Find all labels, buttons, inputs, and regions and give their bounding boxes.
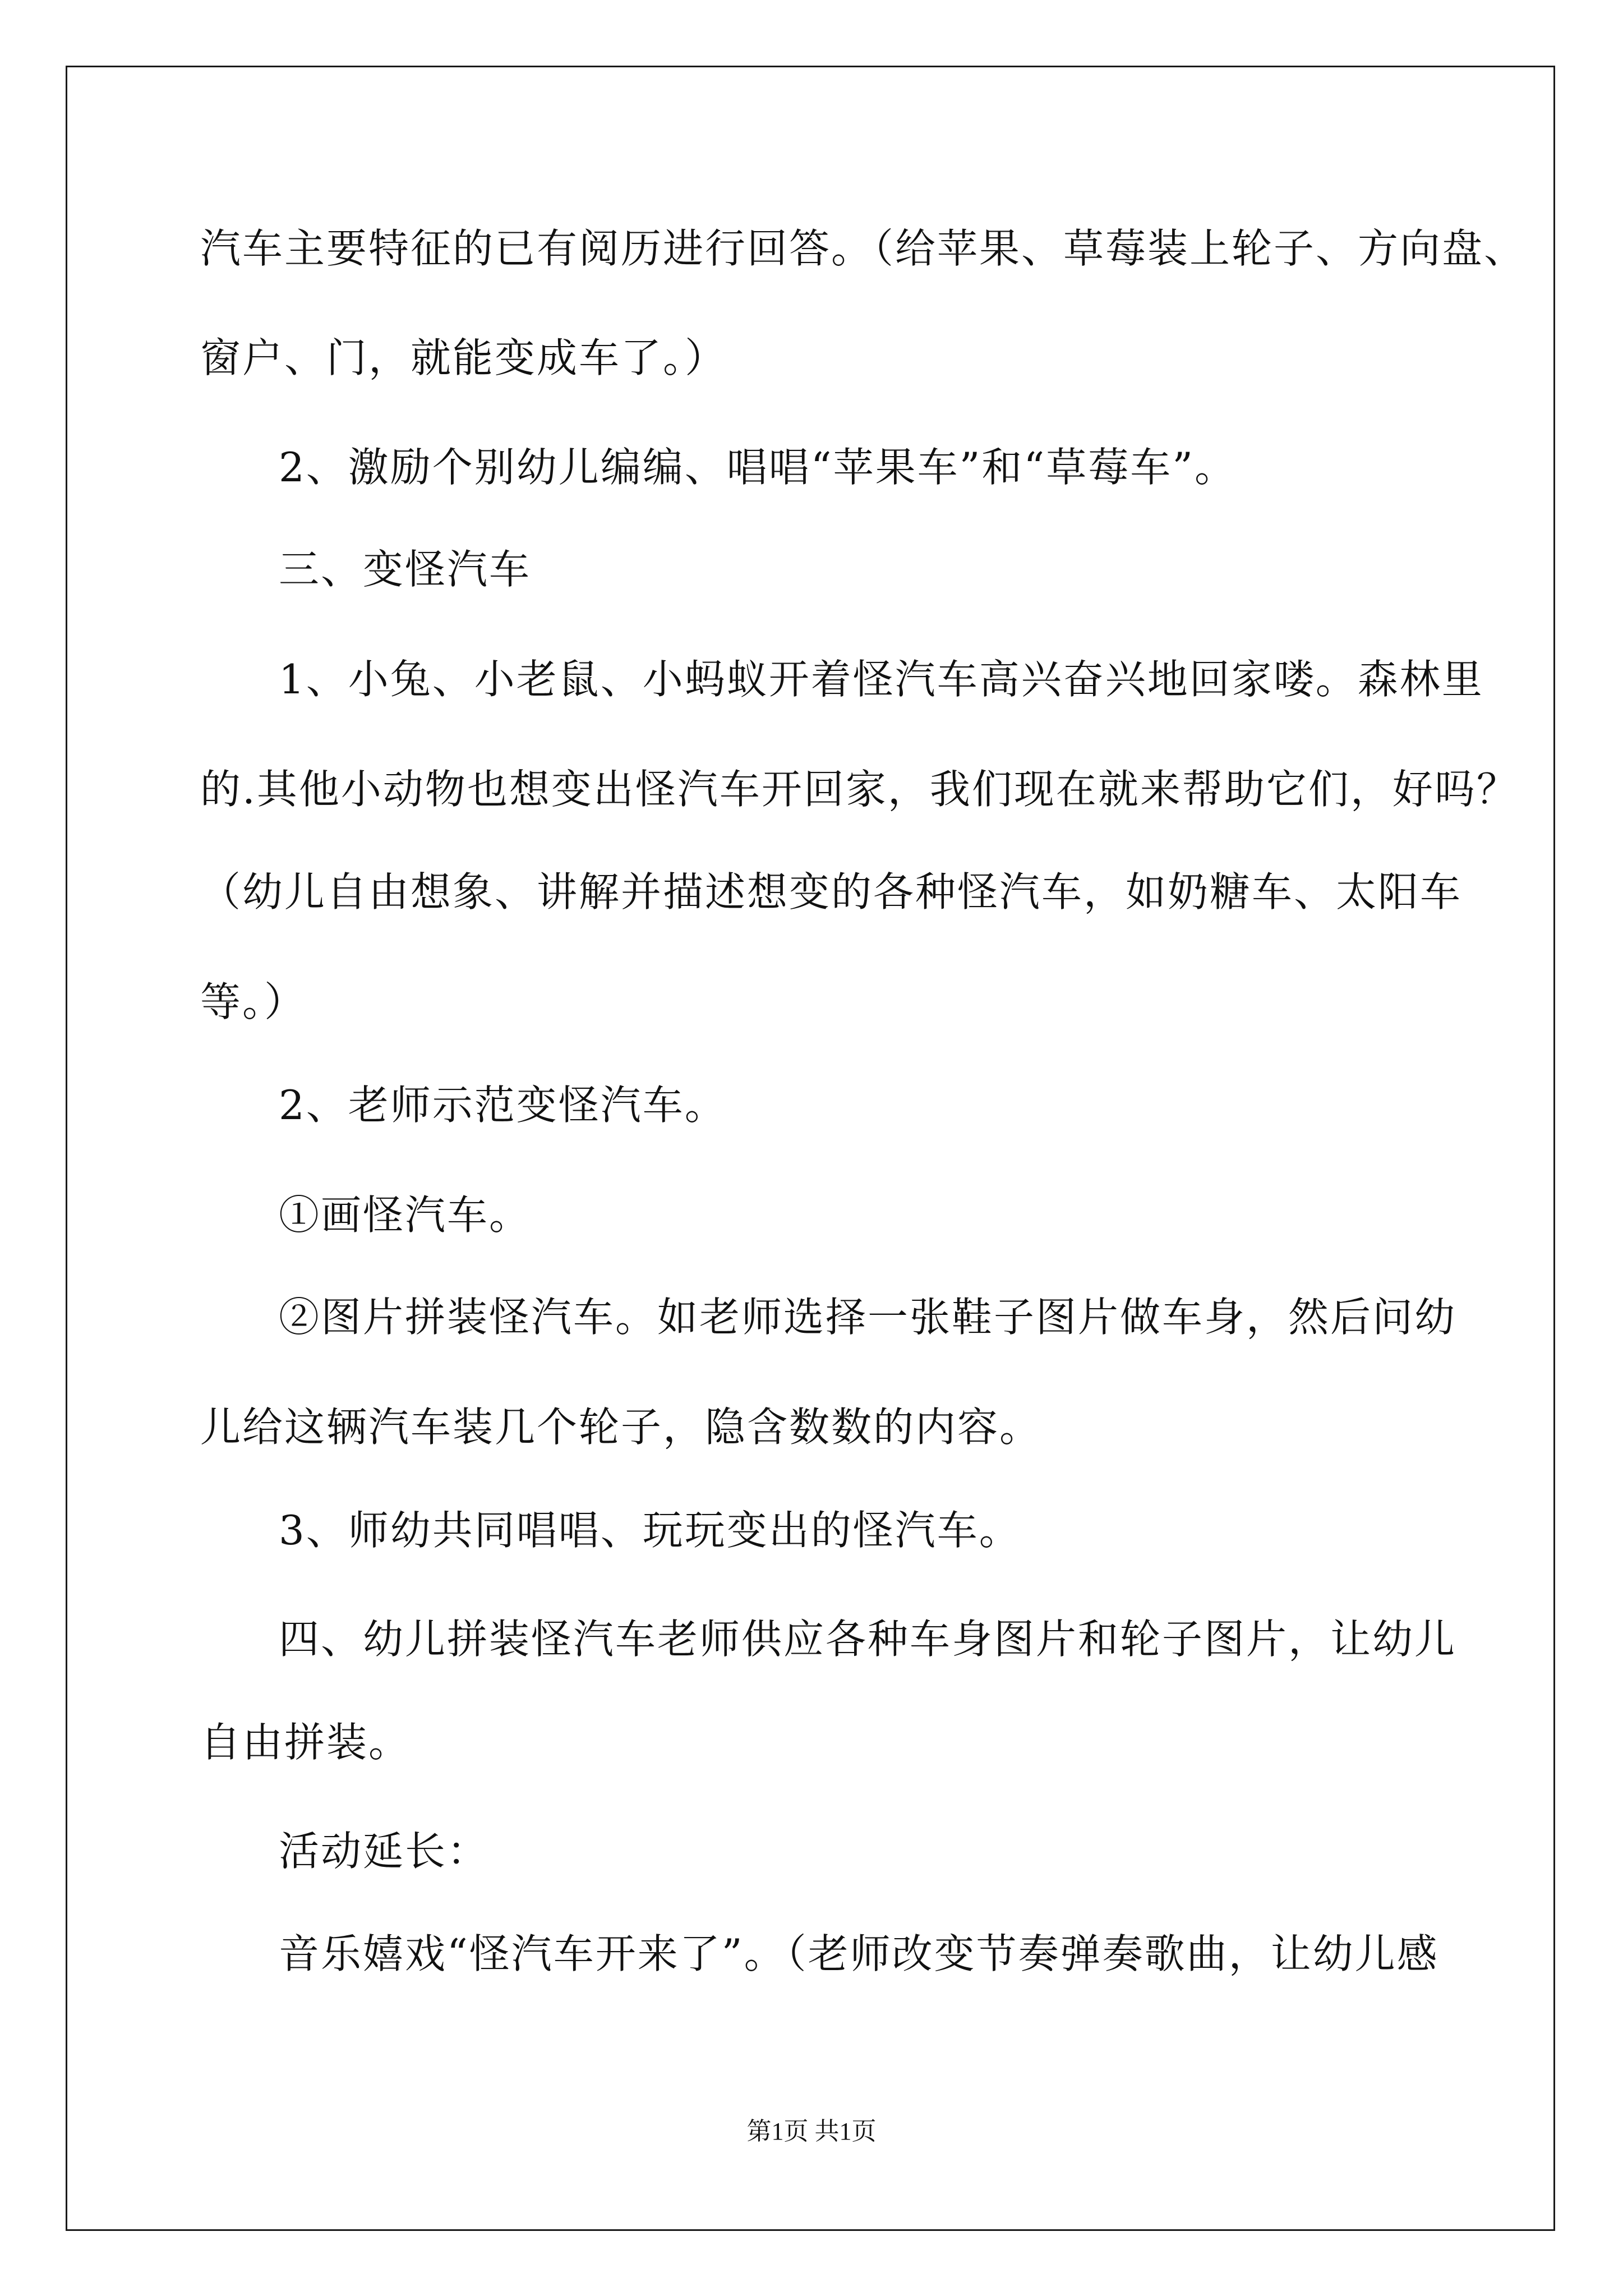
text-line: 儿给这辆汽车装几个轮子，隐含数数的内容。 (200, 1404, 1042, 1451)
text-line: 等。） (200, 978, 307, 1025)
text-line: 汽车主要特征的已有阅历进行回答。（给苹果、草莓装上轮子、方向盘、 (200, 225, 1527, 272)
text-line: 1、小兔、小老鼠、小蚂蚁开着怪汽车高兴奋兴地回家喽。森林里 (279, 656, 1484, 703)
text-line: 窗户、门，就能变成车了。） (200, 334, 727, 381)
section-heading: 三、变怪汽车 (279, 546, 532, 593)
text-line: 自由拼装。 (200, 1719, 411, 1766)
text-line: 2、激励个别幼儿编编、唱唱“苹果车”和“草莓车”。 (279, 444, 1237, 491)
text-line: 音乐嬉戏“怪汽车开来了”。（老师改变节奏弹奏歌曲，让幼儿感 (279, 1930, 1439, 1977)
page-footer: 第1页 共1页 (746, 2118, 877, 2145)
section-heading: 活动延长： (279, 1828, 490, 1875)
text-line: 的.其他小动物也想变出怪汽车开回家，我们现在就来帮助它们，好吗？ (200, 766, 1519, 813)
page-border (66, 66, 1555, 2231)
text-line: 3、师幼共同唱唱、玩玩变出的怪汽车。 (279, 1507, 1021, 1554)
text-line: ①画怪汽车。 (279, 1191, 532, 1239)
text-line: （幼儿自由想象、讲解并描述想变的各种怪汽车，如奶糖车、太阳车 (200, 868, 1463, 915)
text-line: 四、幼儿拼装怪汽车老师供应各种车身图片和轮子图片，让幼儿 (279, 1616, 1457, 1663)
text-line: ②图片拼装怪汽车。如老师选择一张鞋子图片做车身，然后问幼 (279, 1294, 1457, 1341)
text-line: 2、老师示范变怪汽车。 (279, 1082, 727, 1129)
